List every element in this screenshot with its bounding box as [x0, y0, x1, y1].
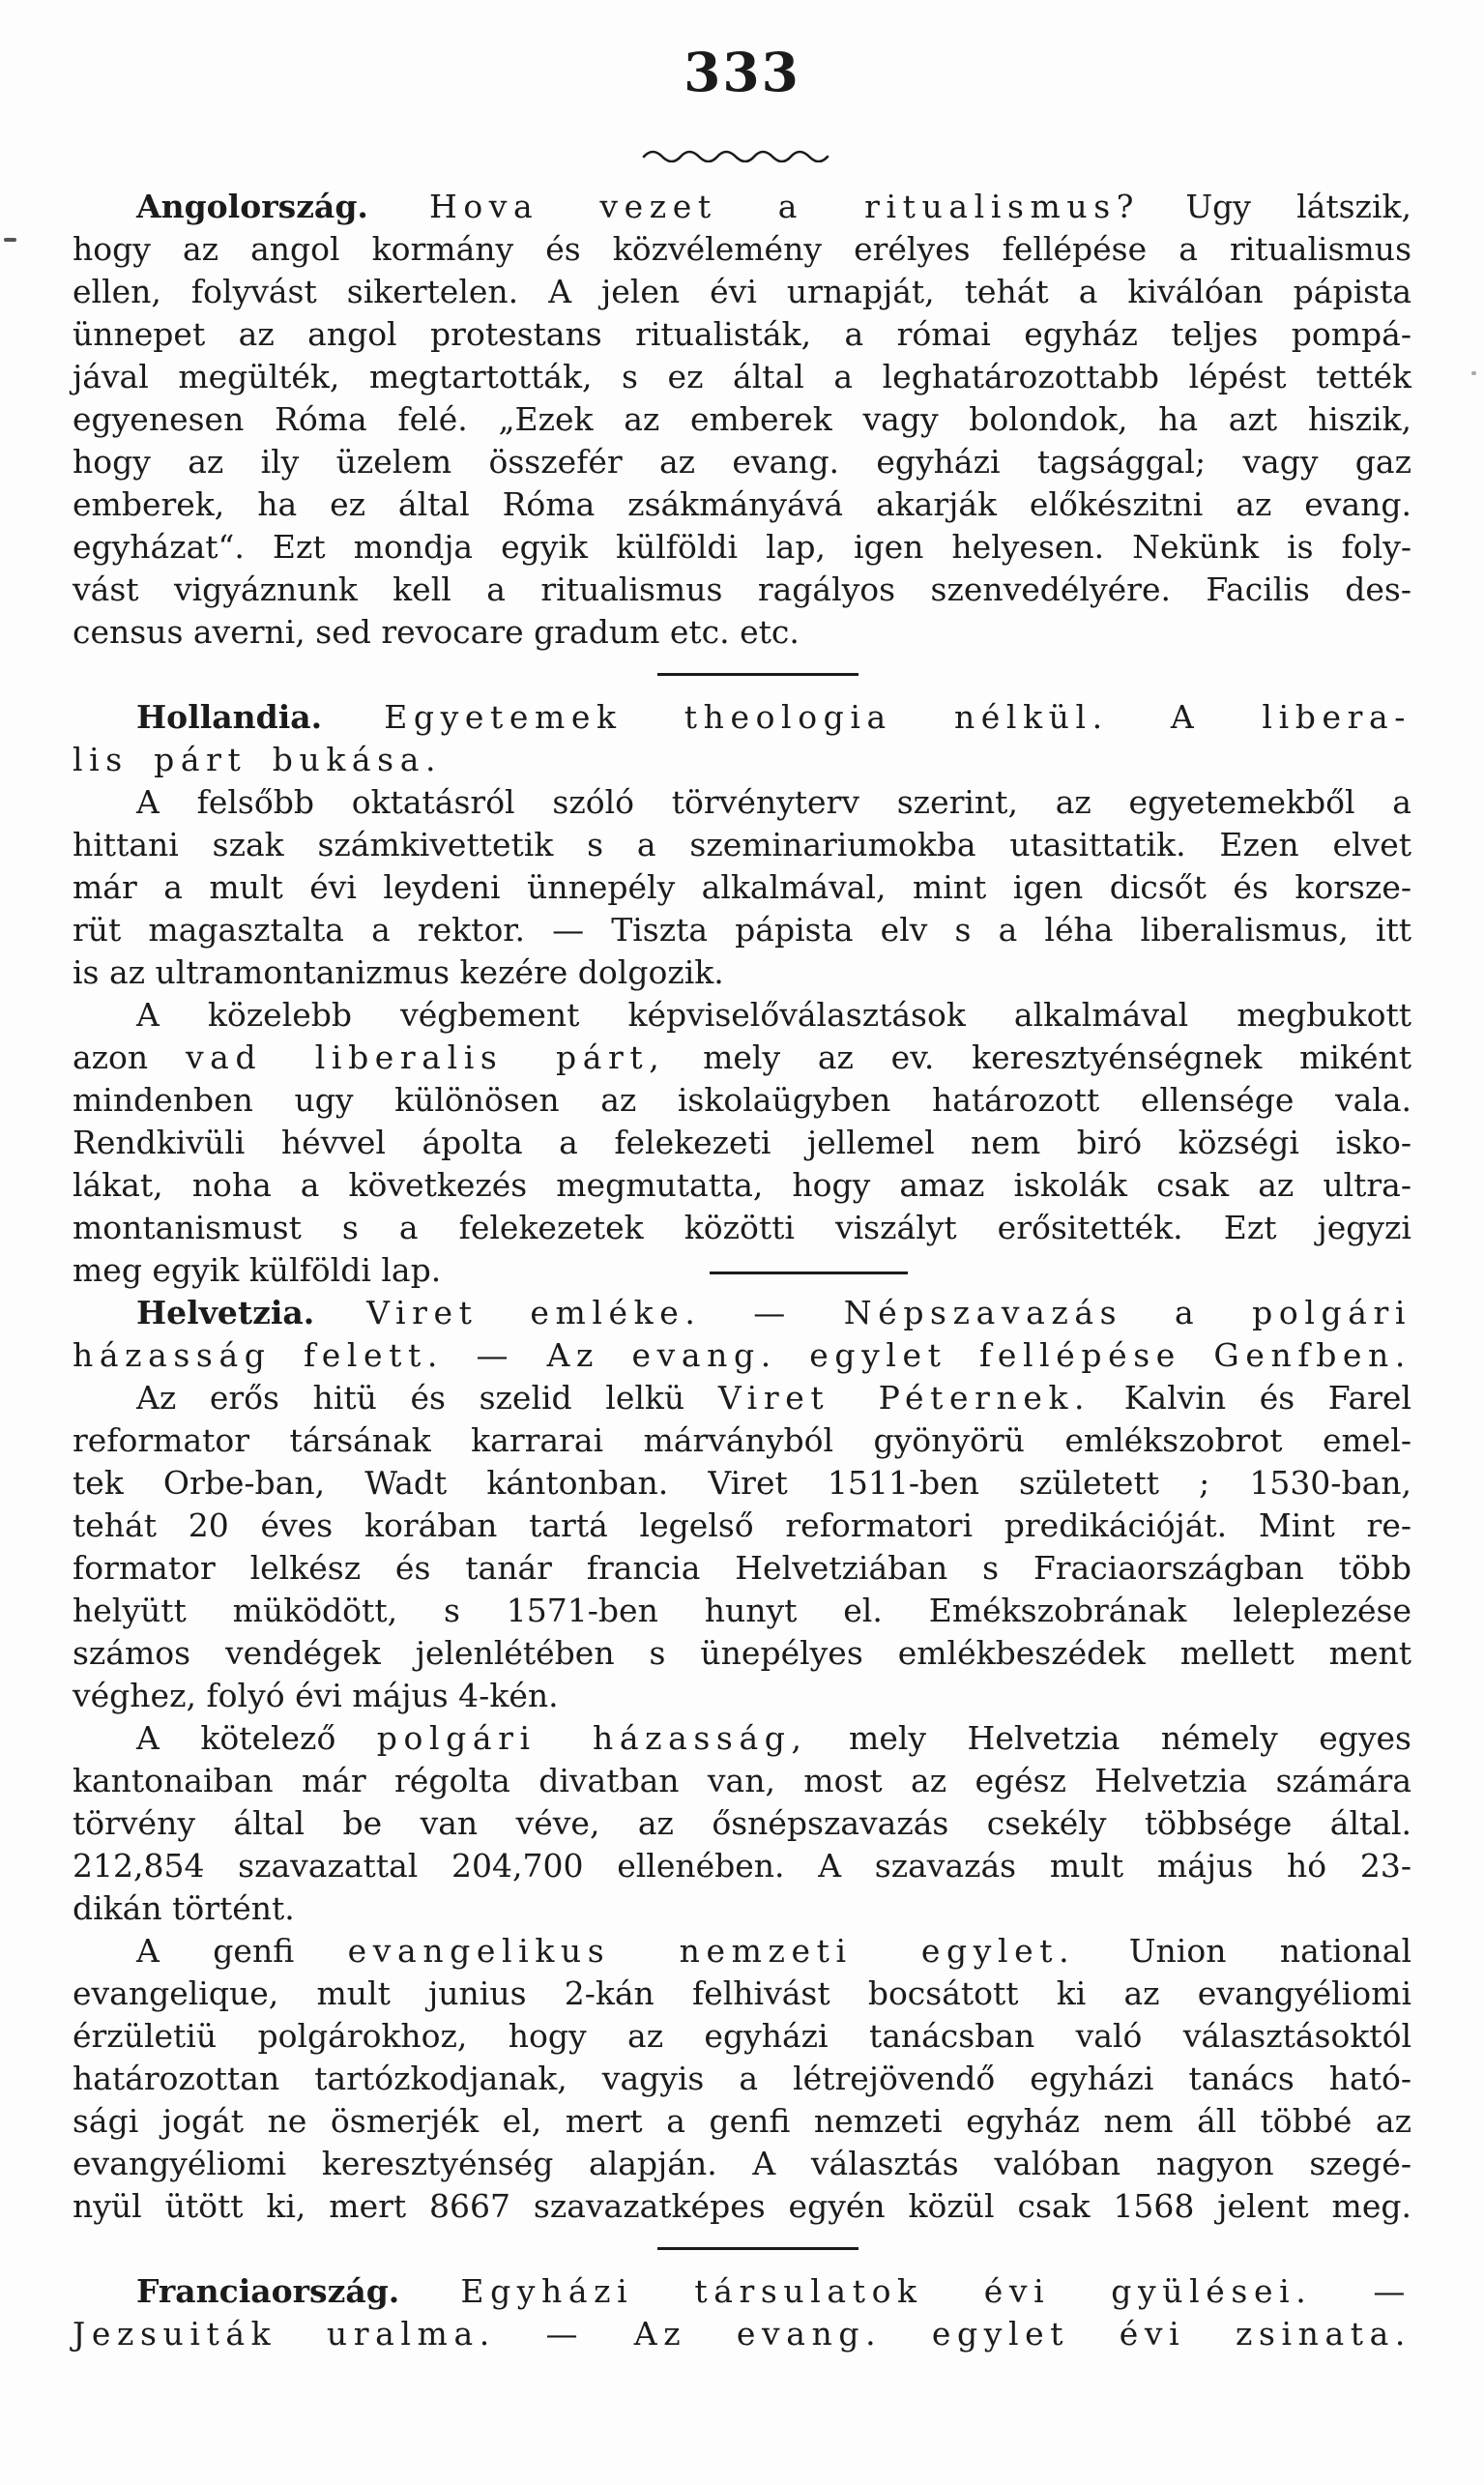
text-line — [73, 2058, 1411, 2100]
article-hollandia-p2 — [73, 994, 1411, 1292]
section-title: Angolország. — [136, 188, 368, 225]
text-run: lákat, noha a következés megmutatta, hogy amaz iskolák csak az ultra- — [73, 1166, 1411, 1204]
text-line — [73, 696, 1411, 739]
text-line — [73, 1717, 1411, 1760]
emphasized-run: vad liberalis párt, — [185, 1038, 666, 1076]
text-line — [73, 1845, 1411, 1887]
text-run: ellen, folyvást sikertelen. A jelen évi urnapját, tehát a kiválóan pápista — [73, 273, 1411, 310]
text-line — [73, 1292, 1411, 1334]
text-line — [73, 1760, 1411, 1802]
text-run: A genfi — [136, 1932, 348, 1970]
text-line — [73, 781, 1411, 824]
text-run: evangelique, mult junius 2-kán felhivást bocsátott ki az evangyéliomi — [73, 1974, 1411, 2012]
scan-artifact — [1471, 371, 1476, 375]
section-divider — [657, 2247, 858, 2250]
emphasized-run: házasság felett. — Az evang. egylet fellépése Genfben. — [73, 1336, 1411, 1374]
text-run: rüt magasztalta a rektor. — Tiszta pápista elv s a léha liberalismus, itt — [73, 911, 1411, 949]
section-title: Helvetzia. — [136, 1294, 315, 1331]
text-run: mely Helvetzia némely egyes — [807, 1719, 1411, 1757]
emphasized-run: evangelikus nemzeti egylet. — [347, 1932, 1076, 1970]
text-run: sági jogát ne ösmerjék el, mert a genfi nemzeti egyház nem áll többé az — [73, 2102, 1411, 2140]
text-run: Ugy látszik, — [1140, 188, 1411, 225]
text-line — [73, 398, 1411, 441]
text-line — [73, 483, 1411, 526]
text-line — [73, 951, 1411, 994]
text-line — [73, 2185, 1411, 2228]
text-line — [73, 313, 1411, 356]
section-divider-row — [73, 2228, 1411, 2270]
section-divider-inline — [710, 1272, 908, 1274]
text-run: jával megülték, megtartották, s ez által a leghatározottabb lépést tették — [73, 358, 1411, 395]
emphasized-run: polgári házasság, — [376, 1719, 808, 1757]
text-run: Az erős hitü és szelid lelkü — [136, 1379, 718, 1417]
text-run: helyütt müködött, s 1571-ben hunyt el. Emékszobrának leleplezése — [73, 1592, 1411, 1629]
text-line — [73, 1037, 1411, 1079]
emphasized-run: Viret emléke. — Népszavazás a polgári — [314, 1294, 1411, 1331]
text-run: érzületiü polgárokhoz, hogy az egyházi tanácsban való választásoktól — [73, 2017, 1411, 2055]
article-hollandia-cim — [73, 696, 1411, 781]
text-run: emberek, ha ez által Róma zsákmányává akarják előkészitni az evang. — [73, 485, 1411, 523]
page-number-ornament — [73, 149, 1411, 162]
text-run: tehát 20 éves korában tartá legelső reformatori predikációját. Mint re- — [73, 1506, 1411, 1544]
emphasized-run: Egyetemek theologia nélkül. A libera- — [322, 698, 1411, 736]
text-line — [73, 1930, 1411, 1973]
text-line — [73, 909, 1411, 951]
text-run: Rendkivüli hévvel ápolta a felekezeti jellemel nem biró községi isko- — [73, 1124, 1411, 1161]
text-line — [73, 2015, 1411, 2058]
text-line — [73, 824, 1411, 866]
section-divider — [657, 673, 858, 676]
text-run: nyül ütött ki, mert 8667 szavazatképes egyén közül csak 1568 jelent meg. — [73, 2187, 1411, 2225]
text-line — [73, 1973, 1411, 2015]
text-line — [73, 1079, 1411, 1122]
text-line — [73, 1802, 1411, 1845]
text-run: törvény által be van véve, az ősnépszavazás csekély többsége által. — [73, 1804, 1411, 1842]
text-run: határozottan tartózkodjanak, vagyis a létrejövendő egyházi tanács ható- — [73, 2060, 1411, 2097]
article-hollandia-p1 — [73, 781, 1411, 994]
text-run: hogy az angol kormány és közvélemény erélyes fellépése a ritualismus — [73, 230, 1411, 268]
text-line — [73, 356, 1411, 398]
text-run: hittani szak számkivettetik s a szeminariumokba utasittatik. Ezen elvet — [73, 826, 1411, 863]
text-run: véghez, folyó évi május 4-kén. — [73, 1677, 559, 1714]
text-run: mindenben ugy különösen az iskolaügyben határozott ellensége vala. — [73, 1081, 1411, 1119]
text-run: census averni, sed revocare gradum etc. etc. — [73, 613, 800, 651]
section-divider-row — [73, 654, 1411, 696]
text-run: formator lelkész és tanár francia Helvetziában s Fraciaországban több — [73, 1549, 1411, 1587]
emphasized-run: Jezsuiták uralma. — Az evang. egylet évi zsinata. — [73, 2315, 1411, 2353]
text-line — [73, 569, 1411, 611]
text-line — [73, 1632, 1411, 1675]
text-line — [73, 526, 1411, 569]
text-run: A közelebb végbement képviselőválasztások alkalmával megbukott — [136, 996, 1411, 1034]
text-line — [73, 2313, 1411, 2355]
article-helvetzia-p2 — [73, 1717, 1411, 1930]
text-run: ünnepet az angol protestans ritualisták, a római egyház teljes pompá- — [73, 315, 1411, 353]
text-run: reformator társának karrarai márványból gyönyörü emlékszobrot emel- — [73, 1421, 1411, 1459]
section-title: Hollandia. — [136, 698, 323, 736]
text-line — [73, 1334, 1411, 1377]
text-line — [73, 1505, 1411, 1547]
emphasized-run: Viret Péternek. — [717, 1379, 1091, 1417]
emphasized-run: Egyházi társulatok évi gyülései. — — [399, 2272, 1411, 2310]
text-line — [73, 611, 1411, 654]
section-title: Franciaország. — [136, 2272, 400, 2310]
text-run: kantonaiban már régolta divatban van, most az egész Helvetzia számára — [73, 1762, 1411, 1799]
text-run: Kalvin és Farel — [1091, 1379, 1411, 1417]
text-line — [73, 1887, 1411, 1930]
wavy-divider-icon — [642, 149, 843, 162]
text-line — [73, 1547, 1411, 1590]
emphasized-run: Hova vezet a ritualismus? — [367, 188, 1141, 225]
text-line — [73, 1164, 1411, 1207]
text-line — [73, 994, 1411, 1037]
text-run: montanismust s a felekezetek közötti viszályt erősitették. Ezt jegyzi — [73, 1209, 1411, 1246]
article-franciaorszag-cim — [73, 2270, 1411, 2355]
text-run: egyenesen Róma felé. „Ezek az emberek vagy bolondok, ha azt hiszik, — [73, 400, 1411, 438]
page-body — [73, 186, 1411, 2355]
text-line — [73, 1377, 1411, 1419]
text-run: evangyéliomi keresztyénség alapján. A választás valóban nagyon szegé- — [73, 2145, 1411, 2182]
emphasized-run: lis párt bukása. — [73, 741, 443, 778]
text-line — [73, 1462, 1411, 1505]
article-helvetzia-p1 — [73, 1377, 1411, 1717]
text-run: mely az ev. keresztyénségnek miként — [665, 1038, 1412, 1076]
text-run: azon — [73, 1038, 186, 1076]
text-run: tek Orbe-ban, Wadt kántonban. Viret 1511-ben született ; 1530-ban, — [73, 1464, 1411, 1502]
text-run: számos vendégek jelenlétében s ünepélyes emlékbeszédek mellett ment — [73, 1634, 1411, 1672]
text-run: A felsőbb oktatásról szóló törvényterv szerint, az egyetemekből a — [136, 783, 1411, 821]
text-line — [73, 186, 1411, 228]
text-run: már a mult évi leydeni ünnepély alkalmával, mint igen dicsőt és korsze- — [73, 868, 1411, 906]
text-run: vást vigyáznunk kell a ritualismus ragályos szenvedélyére. Facilis des- — [73, 570, 1411, 608]
text-line — [73, 1590, 1411, 1632]
text-line — [73, 1249, 1411, 1292]
text-run: egyházat“. Ezt mondja egyik külföldi lap, igen helyesen. Nekünk is foly- — [73, 528, 1411, 566]
article-angolorszag — [73, 186, 1411, 696]
text-line — [73, 228, 1411, 271]
text-line — [73, 2100, 1411, 2143]
text-run: Union national — [1075, 1932, 1411, 1970]
text-line — [73, 2143, 1411, 2185]
text-line — [73, 1122, 1411, 1164]
scan-artifact — [4, 238, 16, 242]
article-helvetzia-p3 — [73, 1930, 1411, 2270]
text-line — [73, 1419, 1411, 1462]
page-number: 333 — [684, 41, 800, 103]
text-line — [73, 2270, 1411, 2313]
text-line — [73, 1675, 1411, 1717]
text-line — [73, 739, 1411, 781]
text-line — [73, 866, 1411, 909]
text-run: 212,854 szavazattal 204,700 ellenében. A szavazás mult május hó 23- — [73, 1847, 1411, 1885]
text-run: hogy az ily üzelem összefér az evang. egyházi tagsággal; vagy gaz — [73, 443, 1411, 481]
text-run: A kötelező — [136, 1719, 377, 1757]
text-run: is az ultramontanizmus kezére dolgozik. — [73, 953, 724, 991]
text-run: meg egyik külföldi lap. — [73, 1251, 442, 1289]
article-helvetzia-cim — [73, 1292, 1411, 1377]
text-line — [73, 1207, 1411, 1249]
text-line — [73, 271, 1411, 313]
text-line — [73, 441, 1411, 483]
text-run: dikán történt. — [73, 1889, 295, 1927]
